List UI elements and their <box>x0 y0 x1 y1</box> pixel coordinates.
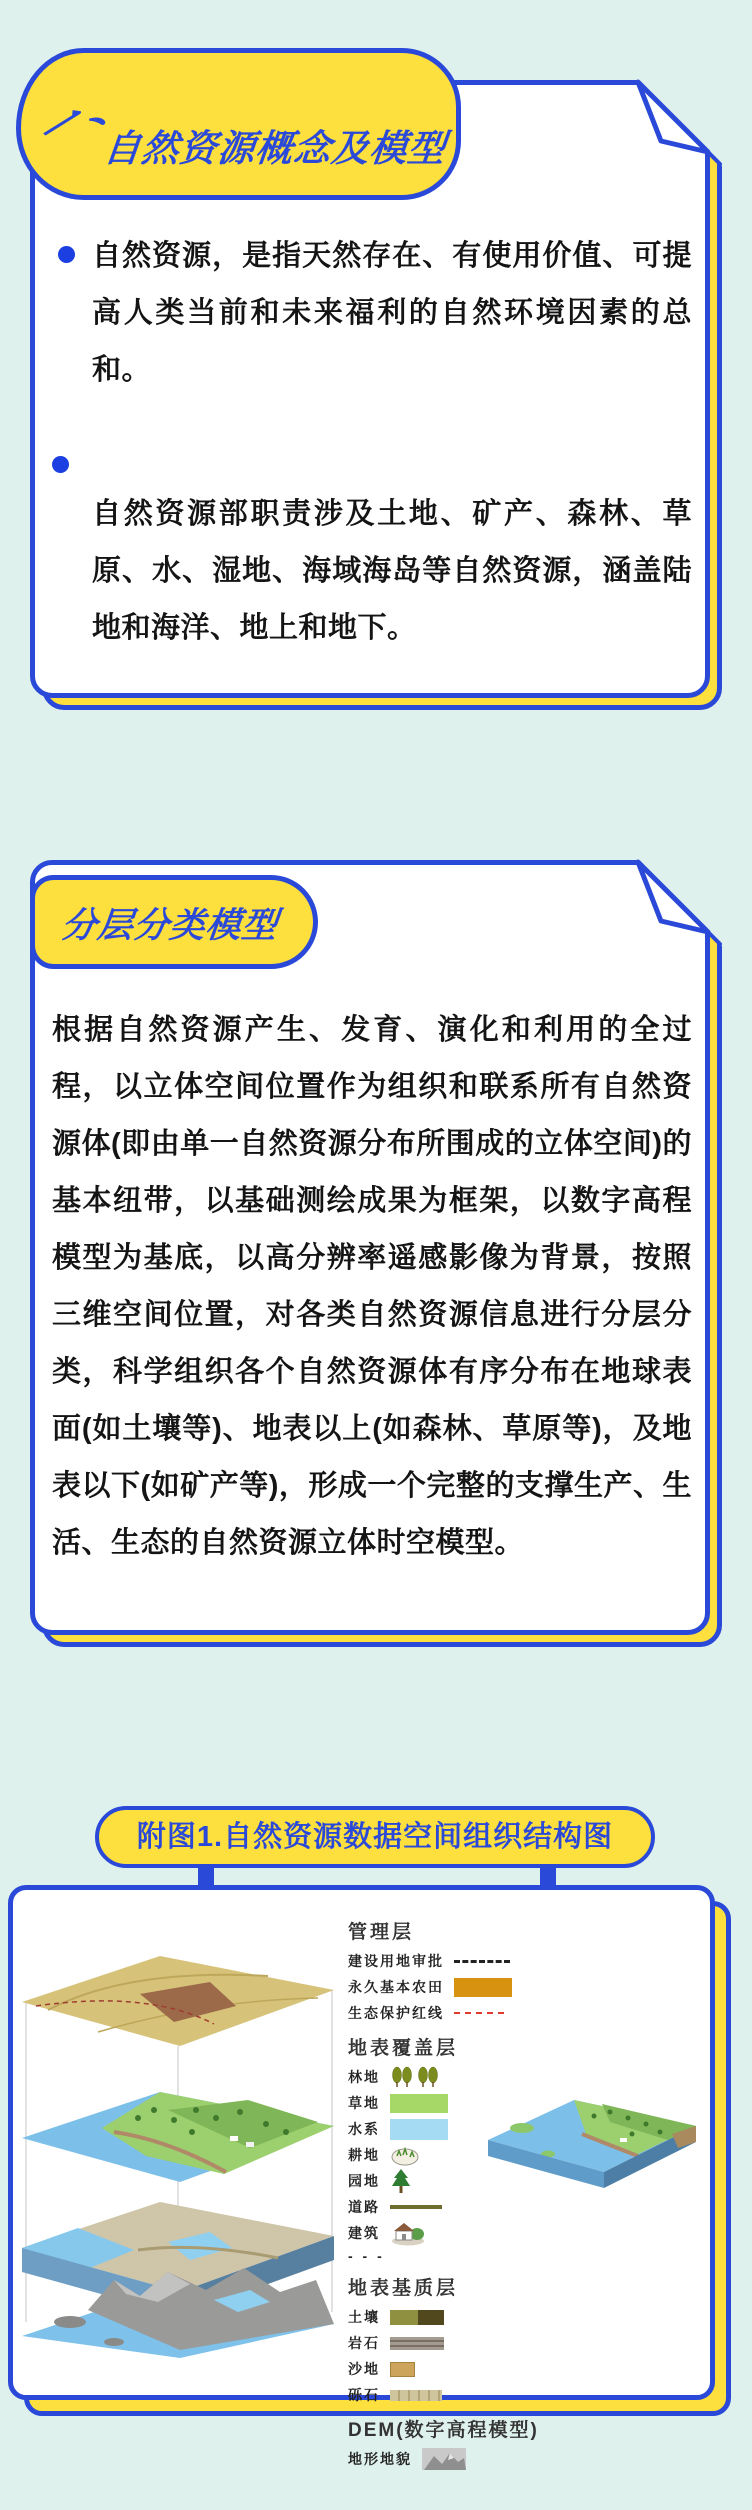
legend-row <box>348 2196 678 2218</box>
building-icon <box>390 2220 426 2246</box>
terrain-thumb-icon <box>422 2448 466 2470</box>
legend-row <box>348 2144 678 2166</box>
legend-label: 砾石 <box>348 2387 380 2403</box>
legend-label: 沙地 <box>348 2361 380 2377</box>
legend-group-header: 管理层 <box>348 1922 415 1943</box>
red-dash-swatch-icon <box>454 2012 504 2014</box>
grass-swatch-icon <box>390 2094 448 2113</box>
page-fold-icon <box>604 68 744 208</box>
legend-label: 永久基本农田 <box>348 1979 444 1995</box>
legend-row <box>348 2384 678 2406</box>
legend-row <box>348 2358 678 2380</box>
model-paragraph: 根据自然资源产生、发育、演化和利用的全过程，以立体空间位置作为组织和联系所有自然资源体(即由单一自然资源分布所围成的立体空间)的基本纽带，以基础测绘成果为框架，以数字高程模型为基底，以高分辨率遥感影像为背景，按照三维空间位置，对各类自然资源信息进行分层分类，科学组织各个自然资源体有序分布在地球表面(如土壤等)、地表以上(如森林、草原等)，及地表以下(如矿产等)，形成一个完整的支撑生产、生活、生态的自然资源立体时空模型。 <box>52 1014 692 1559</box>
section1-number: 一、 <box>30 67 137 160</box>
legend-divider: - - - <box>348 2248 385 2264</box>
legend-label: 园地 <box>348 2173 380 2189</box>
bullet-1: 自然资源，是指天然存在、有使用价值、可提高人类当前和未来福利的自然环境因素的总和。 <box>92 240 692 386</box>
legend-row <box>348 2170 678 2192</box>
rock-swatch-icon <box>390 2337 444 2350</box>
soil-swatch-icon <box>390 2310 444 2325</box>
figure-banner: 附图1.自然资源数据空间组织结构图 <box>95 1806 655 1868</box>
section2-title: 分层分类模型 <box>59 906 280 945</box>
figure-legend <box>348 1908 678 2474</box>
legend-label: 道路 <box>348 2199 380 2215</box>
trees-icon <box>390 2066 444 2088</box>
sand-swatch-icon <box>390 2362 415 2377</box>
legend-row <box>348 2306 678 2328</box>
cropland-icon <box>390 2143 420 2167</box>
section1-title: 自然资源概念及模型 <box>101 128 448 169</box>
legend-label: 建筑 <box>348 2225 380 2241</box>
legend-row <box>348 2222 678 2244</box>
legend-row <box>348 2118 678 2140</box>
legend-row <box>348 1950 678 1972</box>
legend-row <box>348 1976 678 1998</box>
orchard-tree-icon <box>390 2168 412 2194</box>
legend-label: 建设用地审批 <box>348 1953 444 1969</box>
legend-row <box>348 2448 678 2470</box>
legend-group-header: 地表基质层 <box>348 2278 459 2299</box>
layered-maps-illustration <box>18 1950 340 2362</box>
black-dash-swatch-icon <box>454 1960 510 1963</box>
bullet-dot-icon <box>58 246 75 263</box>
legend-label: 林地 <box>348 2069 380 2085</box>
legend-label: 耕地 <box>348 2147 380 2163</box>
legend-label: 岩石 <box>348 2335 380 2351</box>
legend-label: 草地 <box>348 2095 380 2111</box>
page-fold-icon <box>604 848 744 988</box>
legend-row <box>348 2066 678 2088</box>
legend-group-header: DEM(数字高程模型) <box>348 2420 539 2441</box>
legend-label: 土壤 <box>348 2309 380 2325</box>
bullet-dot-icon <box>52 456 69 473</box>
legend-row <box>348 2002 678 2024</box>
gravel-swatch-icon <box>390 2390 442 2401</box>
legend-label: 地形地貌 <box>348 2451 412 2467</box>
legend-group-header: 地表覆盖层 <box>348 2038 459 2059</box>
bullet-2: 自然资源部职责涉及土地、矿产、森林、草原、水、湿地、海域海岛等自然资源，涵盖陆地和海洋、地上和地下。 <box>92 498 692 644</box>
farmland-swatch-icon <box>454 1978 512 1997</box>
road-swatch-icon <box>390 2205 442 2209</box>
legend-label: 水系 <box>348 2121 380 2137</box>
water-swatch-icon <box>390 2119 448 2140</box>
legend-row <box>348 2092 678 2114</box>
legend-row <box>348 2332 678 2354</box>
legend-label: 生态保护红线 <box>348 2005 444 2021</box>
